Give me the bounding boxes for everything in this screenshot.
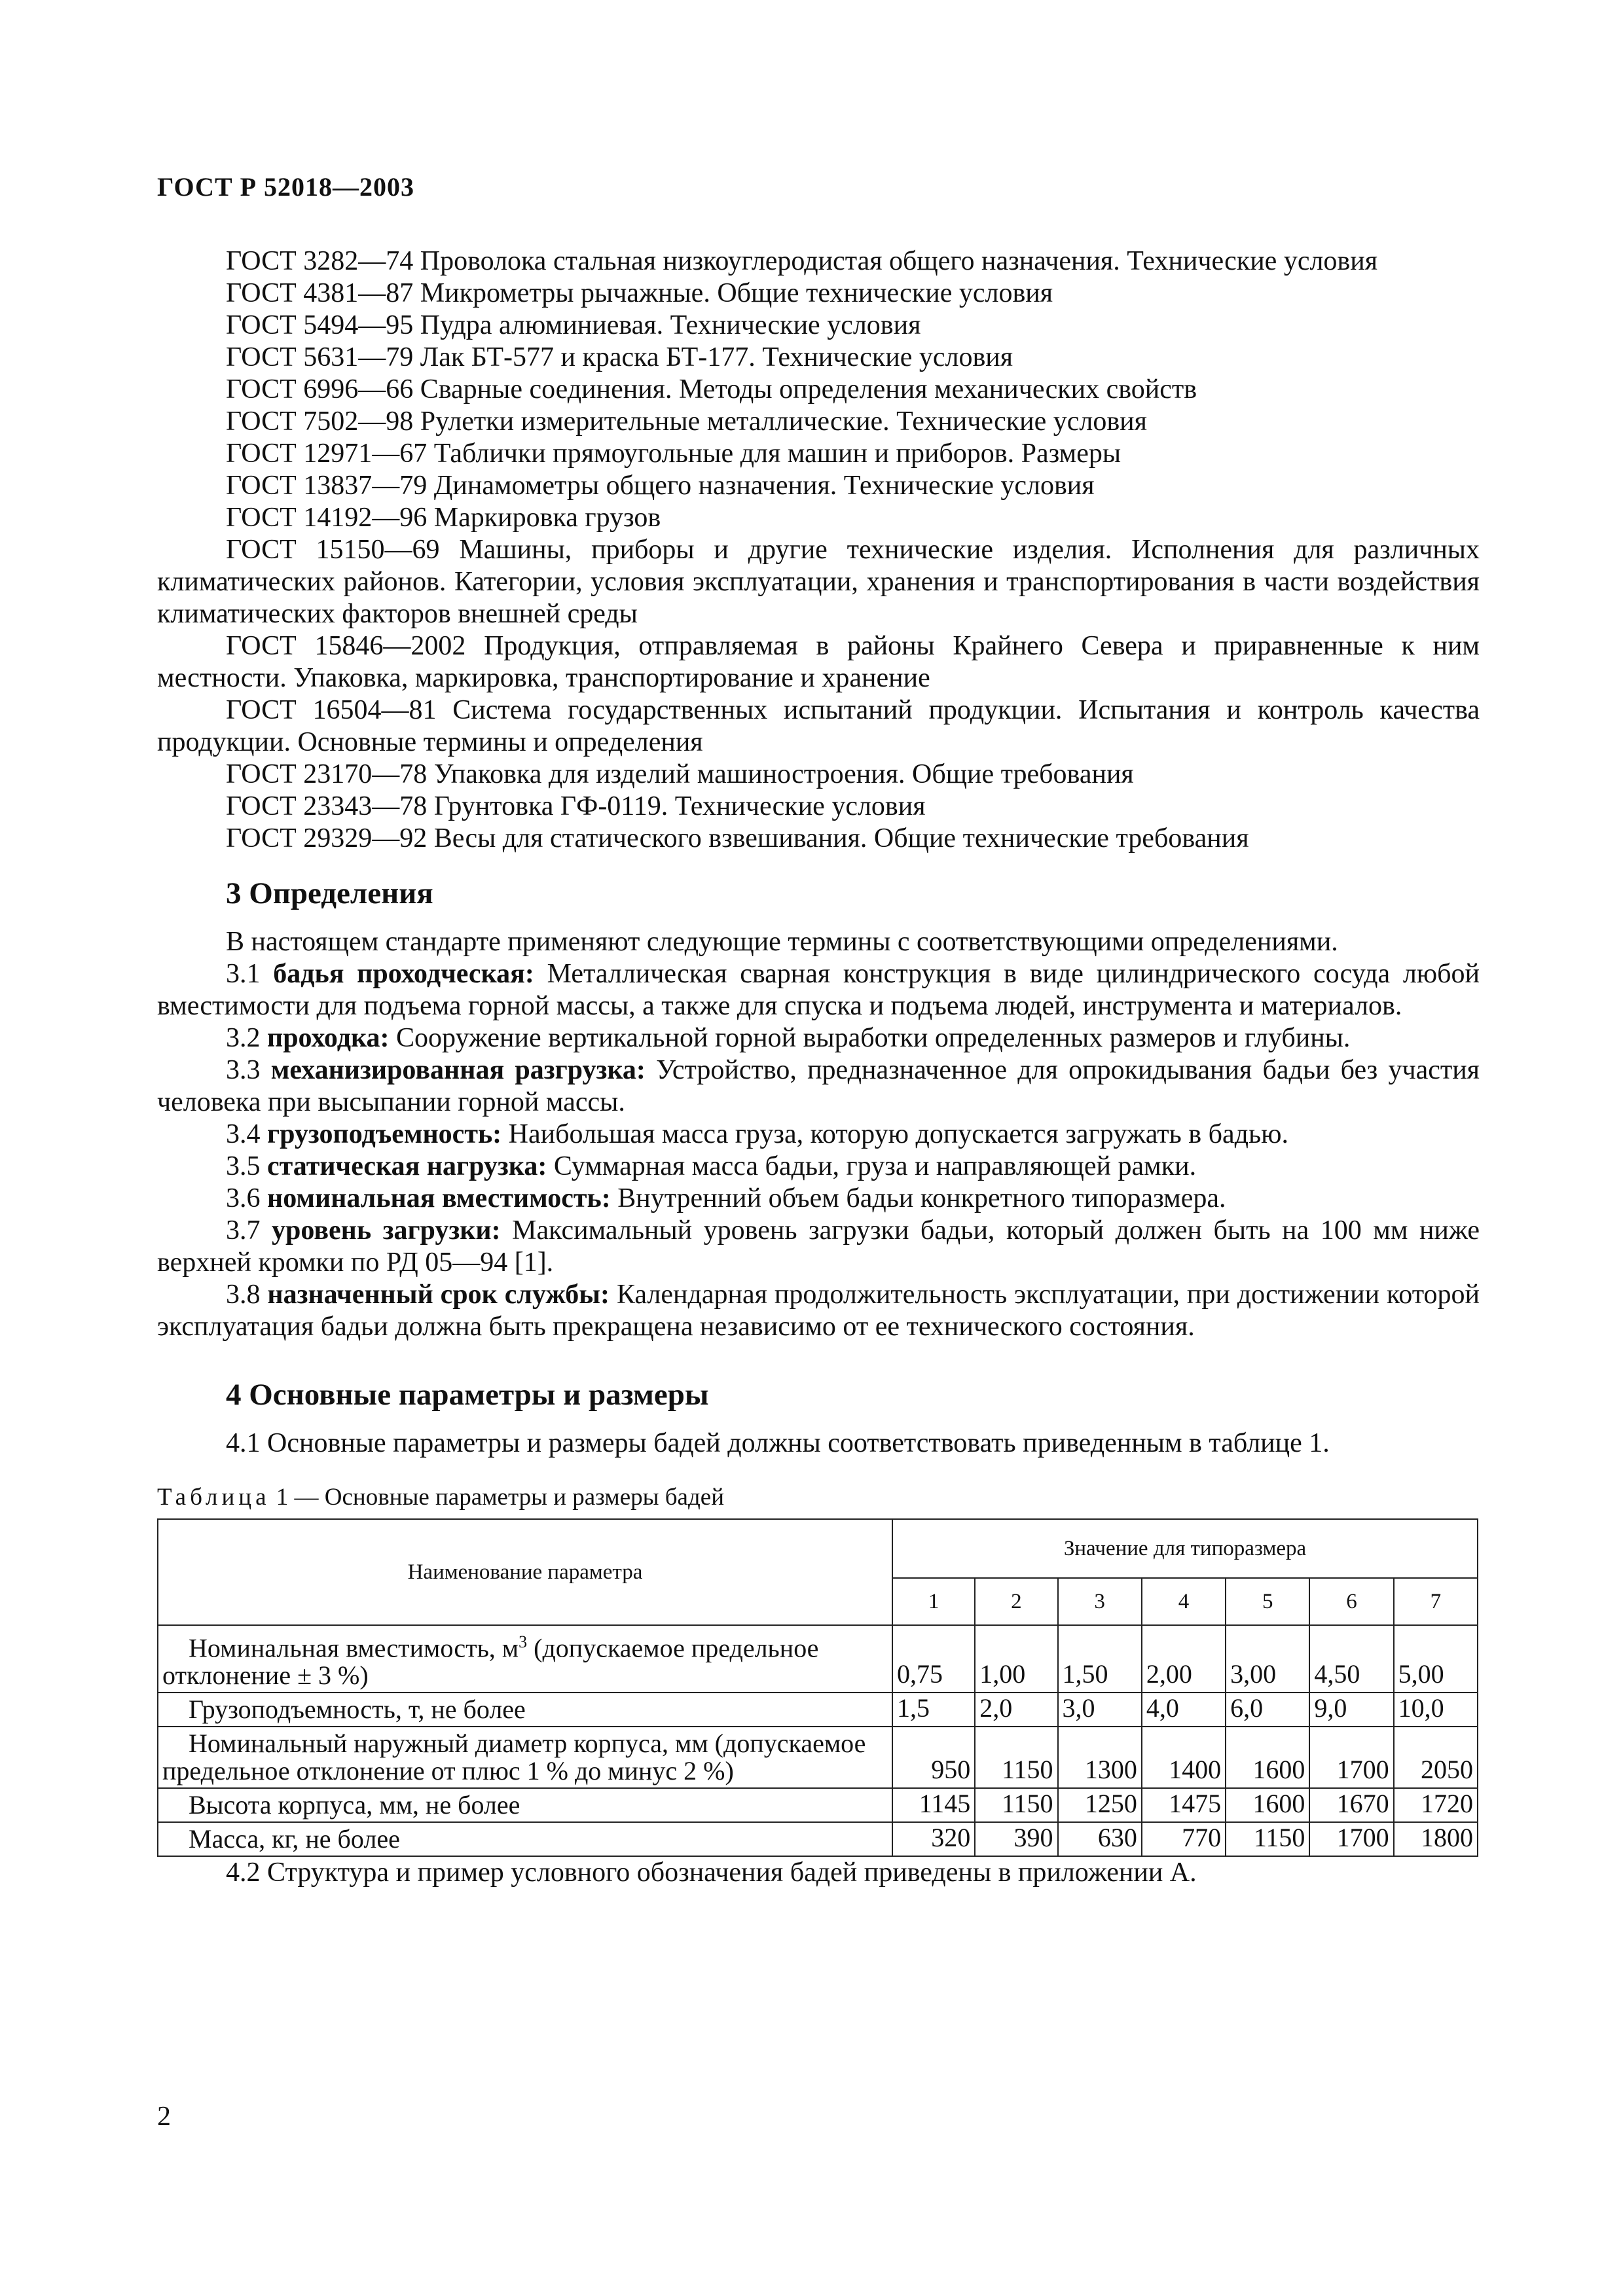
- value-cell: 1,50: [1058, 1625, 1142, 1693]
- reference-title: Грунтовка ГФ-0119. Технические условия: [433, 791, 926, 821]
- definition-text: Внутренний объем бадьи конкретного типоразмера.: [617, 1183, 1226, 1213]
- definition-number: 3.3: [226, 1055, 261, 1085]
- definition-item: [157, 1151, 1480, 1183]
- definition-term: грузоподъемность:: [267, 1119, 502, 1149]
- reference-title: Рулетки измерительные металлические. Технические условия: [420, 406, 1147, 437]
- definition-term: бадья проходческая:: [273, 959, 534, 989]
- table-row: [158, 1625, 1478, 1693]
- table-header-group: Значение для типоразмера: [892, 1519, 1478, 1578]
- reference-code: ГОСТ 23343—78: [226, 791, 428, 821]
- value-cell: 1150: [975, 1727, 1057, 1788]
- value-cell: 1150: [975, 1788, 1057, 1822]
- reference-title: Маркировка грузов: [433, 503, 661, 533]
- value-cell: 1145: [892, 1788, 975, 1822]
- param-name: Масса, кг, не более: [189, 1824, 400, 1854]
- param-name: Номинальный наружный диаметр корпуса, мм (допускаемое предельное отклонение от плюс 1 % до минус 2 %): [162, 1729, 866, 1786]
- table-size-header: 1: [892, 1578, 975, 1625]
- definition-number: 3.6: [226, 1183, 261, 1213]
- definition-number: 3.7: [226, 1215, 261, 1246]
- param-name-superscript: 3: [519, 1632, 528, 1651]
- reference-item: [157, 374, 1480, 406]
- reference-code: ГОСТ 3282—74: [226, 246, 414, 276]
- value-cell: 2050: [1394, 1727, 1478, 1788]
- table-size-header: 3: [1058, 1578, 1142, 1625]
- reference-title: Таблички прямоугольные для машин и приборов. Размеры: [433, 439, 1122, 469]
- definition-term: номинальная вместимость:: [267, 1183, 611, 1213]
- table-row: [158, 1822, 1478, 1856]
- parameters-table: [157, 1518, 1478, 1857]
- value-cell: 950: [892, 1727, 975, 1788]
- reference-title: Система государственных испытаний продукции. Испытания и контроль качества продукции. Основные термины и определения: [157, 695, 1480, 757]
- value-cell: 320: [892, 1822, 975, 1856]
- value-cell: 1150: [1226, 1822, 1309, 1856]
- normative-references-list: [157, 245, 1480, 855]
- document-header: ГОСТ Р 52018—2003: [157, 172, 415, 202]
- reference-code: ГОСТ 14192—96: [226, 503, 428, 533]
- reference-title: Продукция, отправляемая в районы Крайнего Севера и приравненные к ним местности. Упаковка, маркировка, транспортирование и хранение: [157, 631, 1480, 693]
- definitions-list: [157, 958, 1480, 1343]
- param-name-cell: [158, 1693, 892, 1727]
- param-name: Номинальная вместимость, м: [189, 1633, 519, 1663]
- reference-item: [157, 438, 1480, 470]
- reference-code: ГОСТ 4381—87: [226, 278, 414, 308]
- section-3-intro: В настоящем стандарте применяют следующие термины с соответствующими определениями.: [226, 927, 1338, 957]
- reference-title: Весы для статического взвешивания. Общие технические требования: [433, 823, 1249, 853]
- value-cell: 770: [1142, 1822, 1226, 1856]
- definition-text: Наибольшая масса груза, которую допускается загружать в бадью.: [508, 1119, 1288, 1149]
- reference-item: [157, 342, 1480, 374]
- definition-text: Календарная продолжительность эксплуатации, при достижении которой эксплуатация бадьи должна быть прекращена независимо от ее технического состояния.: [157, 1280, 1480, 1342]
- table-header-param: Наименование параметра: [158, 1519, 892, 1625]
- table-size-header: 2: [975, 1578, 1057, 1625]
- value-cell: 1700: [1309, 1822, 1393, 1856]
- table-size-header: 5: [1226, 1578, 1309, 1625]
- value-cell: 1,5: [892, 1693, 975, 1727]
- definition-number: 3.5: [226, 1151, 261, 1181]
- param-name-cell: [158, 1727, 892, 1788]
- value-cell: 6,0: [1226, 1693, 1309, 1727]
- value-cell: 2,0: [975, 1693, 1057, 1727]
- value-cell: 390: [975, 1822, 1057, 1856]
- reference-code: ГОСТ 16504—81: [226, 695, 437, 725]
- table-size-header: 7: [1394, 1578, 1478, 1625]
- value-cell: 1475: [1142, 1788, 1226, 1822]
- value-cell: 1670: [1309, 1788, 1393, 1822]
- section-3-heading: 3 Определения: [226, 876, 433, 910]
- table-size-header: 6: [1309, 1578, 1393, 1625]
- reference-item: [157, 791, 1480, 823]
- reference-item: [157, 406, 1480, 438]
- definition-term: назначенный срок службы:: [267, 1280, 610, 1310]
- value-cell: 4,50: [1309, 1625, 1393, 1693]
- value-cell: 5,00: [1394, 1625, 1478, 1693]
- definition-number: 3.8: [226, 1280, 261, 1310]
- reference-item: [157, 245, 1480, 278]
- table-row: [158, 1727, 1478, 1788]
- value-cell: 3,00: [1226, 1625, 1309, 1693]
- param-name: Высота корпуса, мм, не более: [189, 1790, 520, 1820]
- value-cell: 9,0: [1309, 1693, 1393, 1727]
- reference-code: ГОСТ 5494—95: [226, 310, 414, 340]
- definition-number: 3.1: [226, 959, 261, 989]
- definition-number: 3.2: [226, 1023, 261, 1053]
- paragraph-4-2: 4.2 Структура и пример условного обозначения бадей приведены в приложении А.: [226, 1857, 1197, 1888]
- definition-item: [157, 1183, 1480, 1215]
- reference-title: Сварные соединения. Методы определения механических свойств: [420, 374, 1197, 404]
- reference-code: ГОСТ 6996—66: [226, 374, 414, 404]
- definition-term: статическая нагрузка:: [267, 1151, 547, 1181]
- reference-title: Машины, приборы и другие технические изделия. Исполнения для различных климатических районов. Категории, условия эксплуатации, хранения и транспортирования в части воздействия климатических факторов внешней среды: [157, 535, 1480, 629]
- reference-code: ГОСТ 13837—79: [226, 471, 428, 501]
- value-cell: 1720: [1394, 1788, 1478, 1822]
- reference-title: Пудра алюминиевая. Технические условия: [420, 310, 921, 340]
- definition-number: 3.4: [226, 1119, 261, 1149]
- reference-code: ГОСТ 15150—69: [226, 535, 440, 565]
- table-caption: [157, 1483, 1480, 1512]
- param-name-continued: (допускаемое предельное отклонение ± 3 %): [162, 1633, 819, 1691]
- value-cell: 1800: [1394, 1822, 1478, 1856]
- reference-code: ГОСТ 23170—78: [226, 759, 428, 789]
- definition-item: [157, 1119, 1480, 1151]
- definition-text: Сооружение вертикальной горной выработки определенных размеров и глубины.: [396, 1023, 1351, 1053]
- value-cell: 4,0: [1142, 1693, 1226, 1727]
- table-row: [158, 1693, 1478, 1727]
- definition-item: [157, 1279, 1480, 1343]
- value-cell: 1400: [1142, 1727, 1226, 1788]
- value-cell: 1,00: [975, 1625, 1057, 1693]
- page-number: 2: [157, 2102, 171, 2132]
- reference-item: [157, 502, 1480, 534]
- reference-item: [157, 694, 1480, 759]
- reference-item: [157, 534, 1480, 630]
- table-caption-word: Таблица: [157, 1484, 270, 1511]
- value-cell: 630: [1058, 1822, 1142, 1856]
- definition-text: Суммарная масса бадьи, груза и направляющей рамки.: [553, 1151, 1197, 1181]
- table-body: [158, 1625, 1478, 1856]
- reference-item: [157, 759, 1480, 791]
- reference-title: Динамометры общего назначения. Технические условия: [433, 471, 1095, 501]
- table-row: [158, 1788, 1478, 1822]
- reference-code: ГОСТ 15846—2002: [226, 631, 466, 661]
- definition-text: Устройство, предназначенное для опрокидывания бадьи без участия человека при высыпании горной массы.: [157, 1055, 1480, 1117]
- param-name-cell: [158, 1788, 892, 1822]
- reference-item: [157, 630, 1480, 694]
- reference-code: ГОСТ 5631—79: [226, 342, 414, 372]
- definition-item: [157, 1022, 1480, 1054]
- value-cell: 0,75: [892, 1625, 975, 1693]
- definition-item: [157, 1215, 1480, 1279]
- value-cell: 1600: [1226, 1788, 1309, 1822]
- value-cell: 3,0: [1058, 1693, 1142, 1727]
- reference-code: ГОСТ 7502—98: [226, 406, 414, 437]
- value-cell: 10,0: [1394, 1693, 1478, 1727]
- definition-term: проходка:: [267, 1023, 390, 1053]
- value-cell: 1600: [1226, 1727, 1309, 1788]
- table-size-header: 4: [1142, 1578, 1226, 1625]
- reference-code: ГОСТ 29329—92: [226, 823, 428, 853]
- table-caption-text: 1 — Основные параметры и размеры бадей: [276, 1484, 725, 1511]
- definition-item: [157, 1054, 1480, 1119]
- value-cell: 1300: [1058, 1727, 1142, 1788]
- paragraph-4-1: 4.1 Основные параметры и размеры бадей должны соответствовать приведенным в таблице 1.: [226, 1428, 1330, 1458]
- definition-item: [157, 958, 1480, 1022]
- param-name-cell: [158, 1625, 892, 1693]
- reference-title: Упаковка для изделий машиностроения. Общие требования: [433, 759, 1134, 789]
- document-body: [157, 245, 1480, 1889]
- reference-title: Лак БТ-577 и краска БТ-177. Технические условия: [420, 342, 1013, 372]
- reference-item: [157, 470, 1480, 502]
- reference-item: [157, 278, 1480, 310]
- definition-term: механизированная разгрузка:: [270, 1055, 646, 1085]
- definition-text: Металлическая сварная конструкция в виде цилиндрического сосуда любой вместимости для подъема горной массы, а также для спуска и подъема людей, инструмента и материалов.: [157, 959, 1480, 1021]
- reference-item: [157, 310, 1480, 342]
- definition-term: уровень загрузки:: [272, 1215, 501, 1246]
- section-4-heading: 4 Основные параметры и размеры: [226, 1378, 709, 1412]
- value-cell: 1250: [1058, 1788, 1142, 1822]
- param-name-cell: [158, 1822, 892, 1856]
- param-name: Грузоподъемность, т, не более: [189, 1695, 526, 1725]
- value-cell: 1700: [1309, 1727, 1393, 1788]
- definition-text: Максимальный уровень загрузки бадьи, который должен быть на 100 мм ниже верхней кромки по РД 05—94 [1].: [157, 1215, 1480, 1278]
- reference-title: Микрометры рычажные. Общие технические условия: [420, 278, 1053, 308]
- reference-item: [157, 823, 1480, 855]
- reference-title: Проволока стальная низкоуглеродистая общего назначения. Технические условия: [420, 246, 1378, 276]
- reference-code: ГОСТ 12971—67: [226, 439, 428, 469]
- value-cell: 2,00: [1142, 1625, 1226, 1693]
